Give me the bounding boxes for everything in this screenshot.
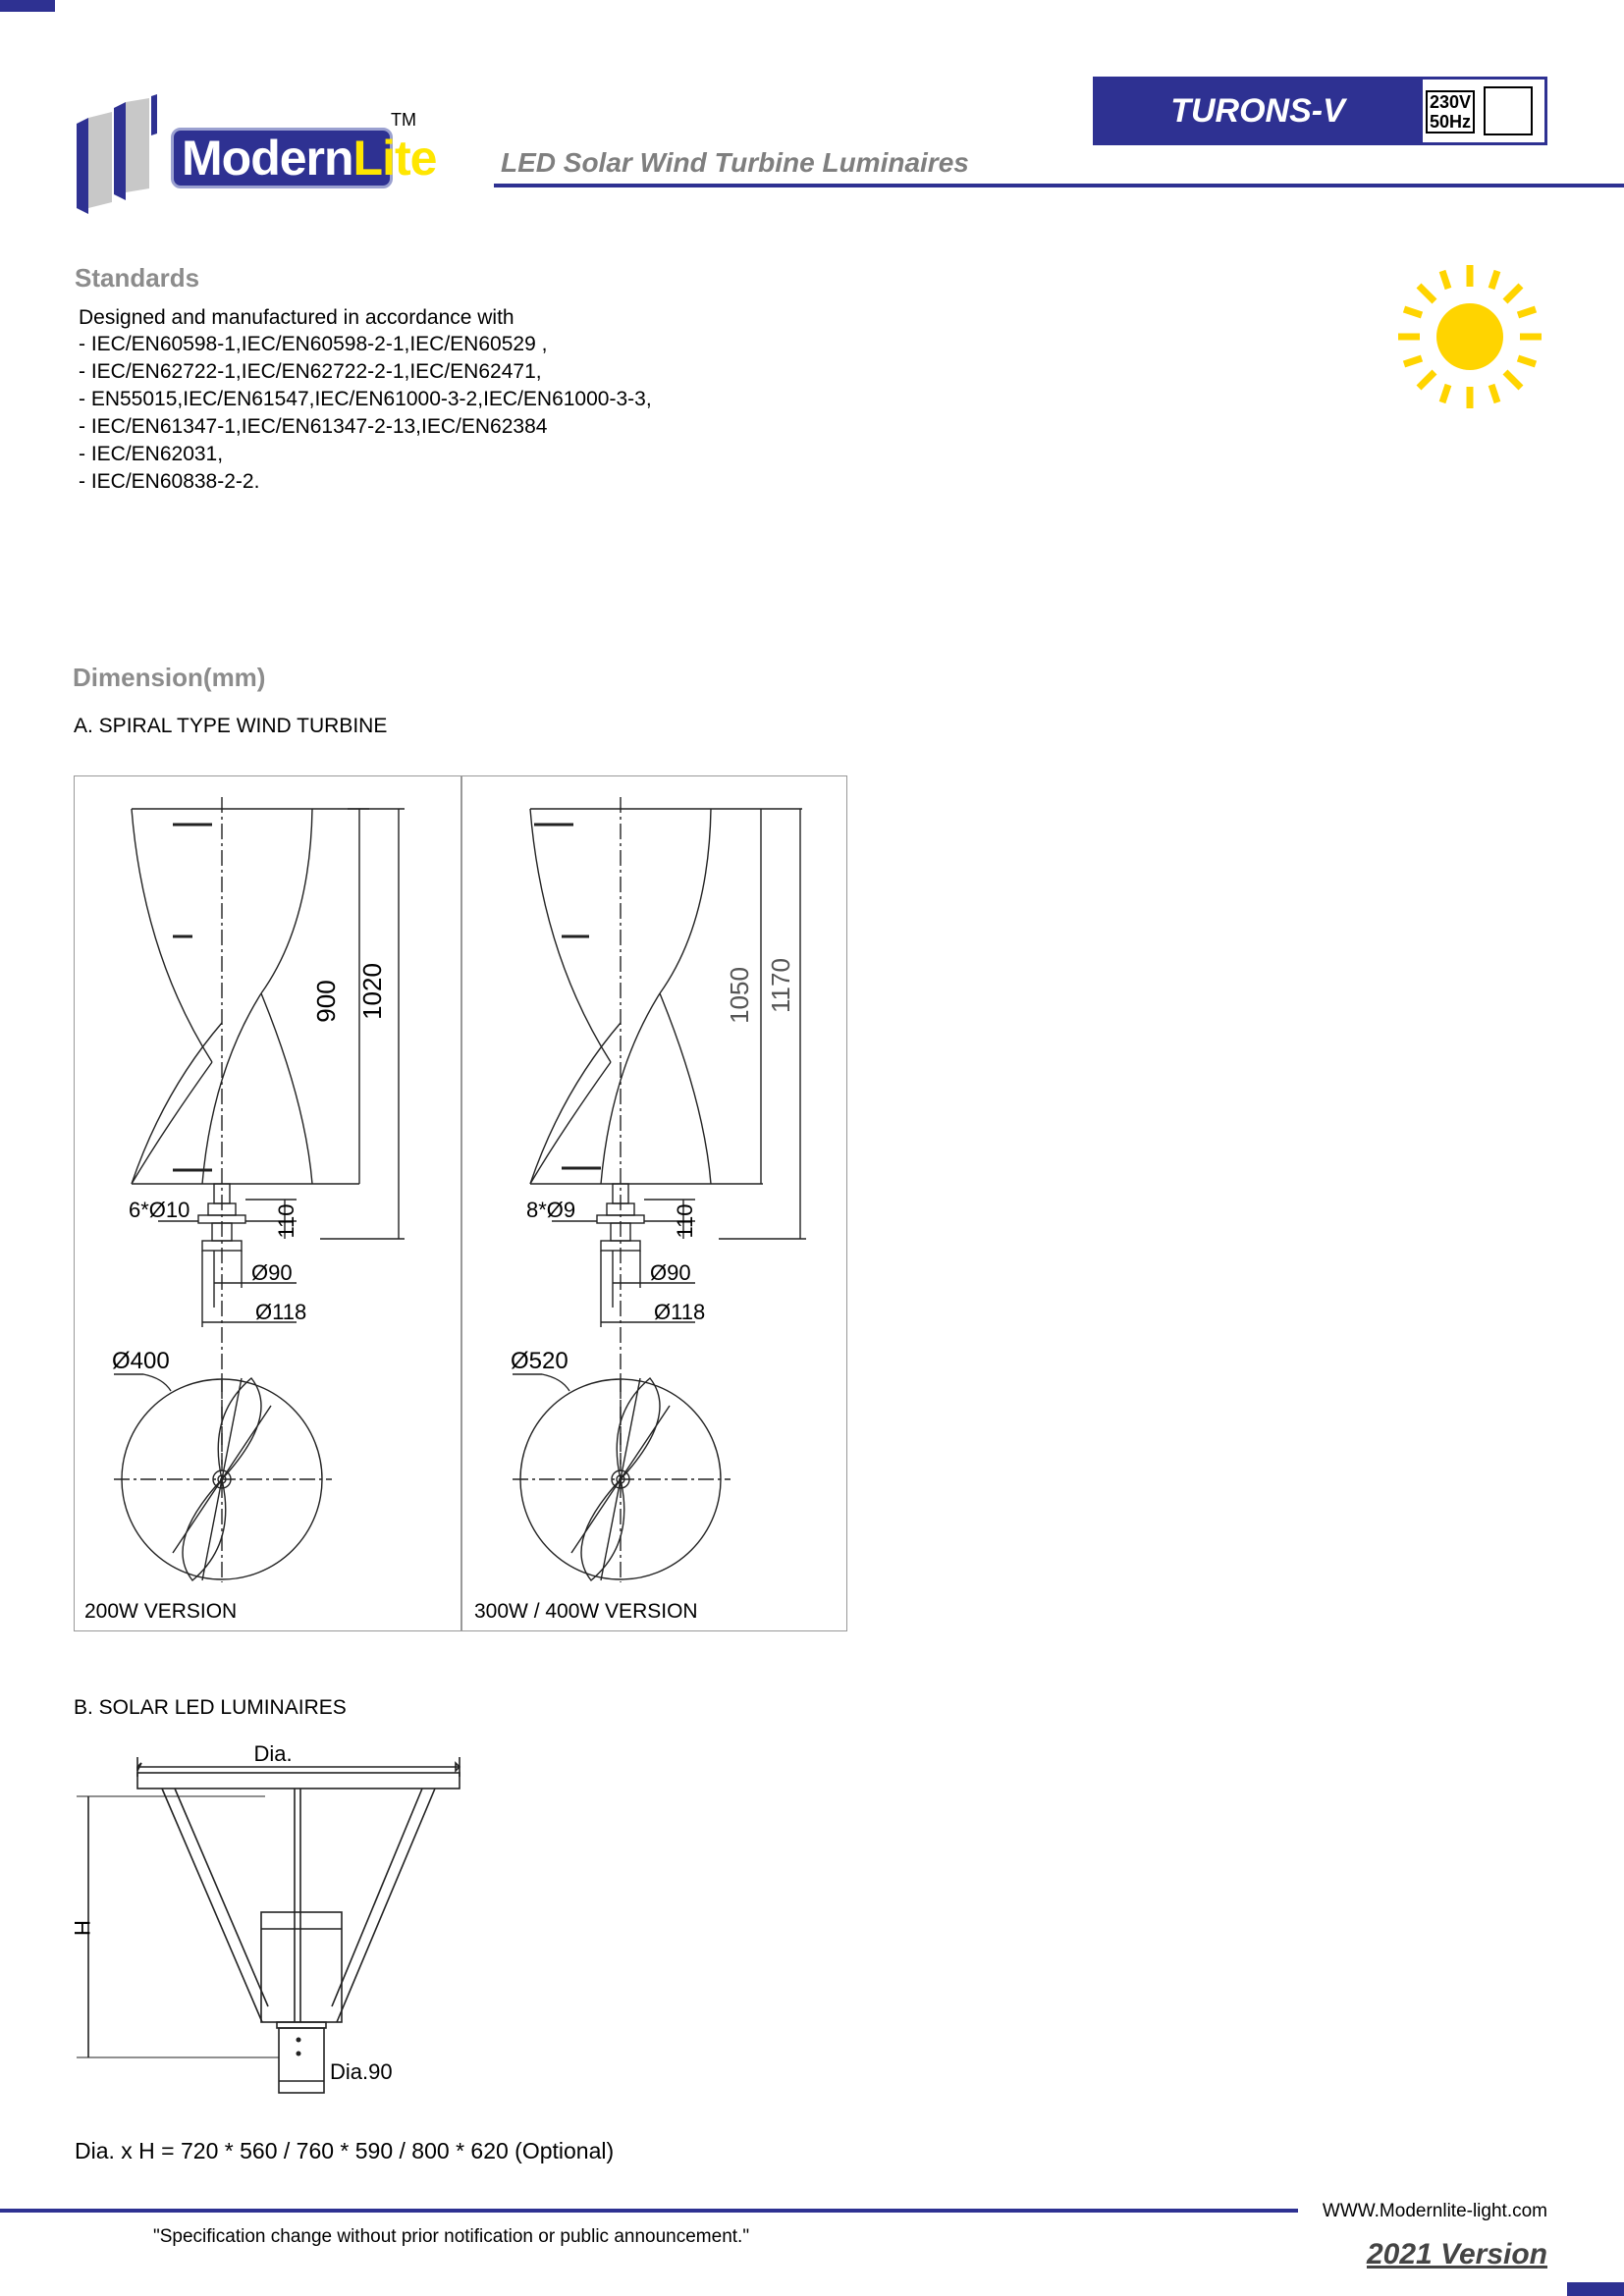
page-subtitle: LED Solar Wind Turbine Luminaires (501, 147, 969, 178)
frequency-label: 50Hz (1430, 112, 1472, 132)
footer-divider (0, 2209, 1298, 2213)
dim-height-1020: 1020 (357, 963, 387, 1020)
standards-item: - IEC/EN62722-1,IEC/EN62722-2-1,IEC/EN62471, (79, 360, 542, 383)
standards-item: - EN55015,IEC/EN61547,IEC/EN61000-3-2,IEC/EN61000-3-3, (79, 388, 652, 410)
dim-dia-90: Ø90 (251, 1260, 293, 1285)
standards-item: - IEC/EN60838-2-2. (79, 470, 260, 493)
brand-part-modern: Modern (182, 131, 353, 186)
corner-accent-bottom (1567, 2282, 1624, 2296)
standards-item: - IEC/EN60598-1,IEC/EN60598-2-1,IEC/EN60529 , (79, 333, 548, 355)
version-label: 2021 Version (1367, 2238, 1547, 2270)
turbine-200w-drawing (75, 777, 460, 1612)
dim-holes: 8*Ø9 (526, 1198, 576, 1222)
rating-empty-box (1484, 86, 1533, 135)
standards-item: - IEC/EN62031, (79, 443, 224, 465)
model-title: TURONS-V (1093, 77, 1423, 145)
dimension-heading: Dimension(mm) (73, 663, 266, 692)
dim-base-110: 110 (274, 1203, 298, 1239)
corner-accent-top (0, 0, 55, 12)
dim-rotor: Ø520 (511, 1348, 568, 1374)
section-a-title: A. SPIRAL TYPE WIND TURBINE (74, 715, 388, 737)
dim-height-1050: 1050 (725, 967, 754, 1024)
sun-icon (1398, 265, 1542, 408)
caption-300w-400w: 300W / 400W VERSION (474, 1600, 698, 1623)
logo-mark-icon (75, 94, 183, 216)
voltage-label: 230V (1430, 92, 1472, 112)
lum-dia-label: Dia. (253, 1741, 293, 1766)
lum-height-label: H (70, 1920, 94, 1936)
dim-dia-90: Ø90 (650, 1260, 691, 1285)
trademark: TM (391, 110, 416, 130)
footer-disclaimer: "Specification change without prior notification or public announcement." (153, 2226, 750, 2247)
dim-height-900: 900 (311, 980, 341, 1023)
dim-rotor: Ø400 (112, 1348, 170, 1374)
website-link[interactable]: WWW.Modernlite-light.com (1322, 2201, 1547, 2221)
standards-heading: Standards (75, 263, 200, 293)
voltage-rating (1426, 90, 1475, 133)
dim-height-1170: 1170 (766, 958, 795, 1013)
section-b-title: B. SOLAR LED LUMINAIRES (74, 1696, 347, 1719)
turbine-300w-drawing (463, 777, 846, 1612)
dim-dia-118: Ø118 (654, 1300, 706, 1324)
lum-pole-label: Dia.90 (330, 2059, 393, 2084)
luminaire-drawing (69, 1737, 471, 2103)
caption-200w: 200W VERSION (84, 1600, 238, 1623)
dim-base-110: 110 (673, 1203, 697, 1239)
brand-logo (171, 128, 437, 188)
dim-holes: 6*Ø10 (129, 1198, 190, 1222)
header-divider (494, 184, 1624, 187)
luminaire-sizes: Dia. x H = 720 * 560 / 760 * 590 / 800 * 620 (Optional) (75, 2138, 615, 2163)
dim-dia-118: Ø118 (255, 1300, 307, 1324)
standards-item: - IEC/EN61347-1,IEC/EN61347-2-13,IEC/EN62384 (79, 415, 548, 438)
panel-divider (460, 775, 462, 1631)
standards-intro: Designed and manufactured in accordance with (79, 306, 514, 329)
brand-part-lite: Lite (352, 131, 437, 186)
